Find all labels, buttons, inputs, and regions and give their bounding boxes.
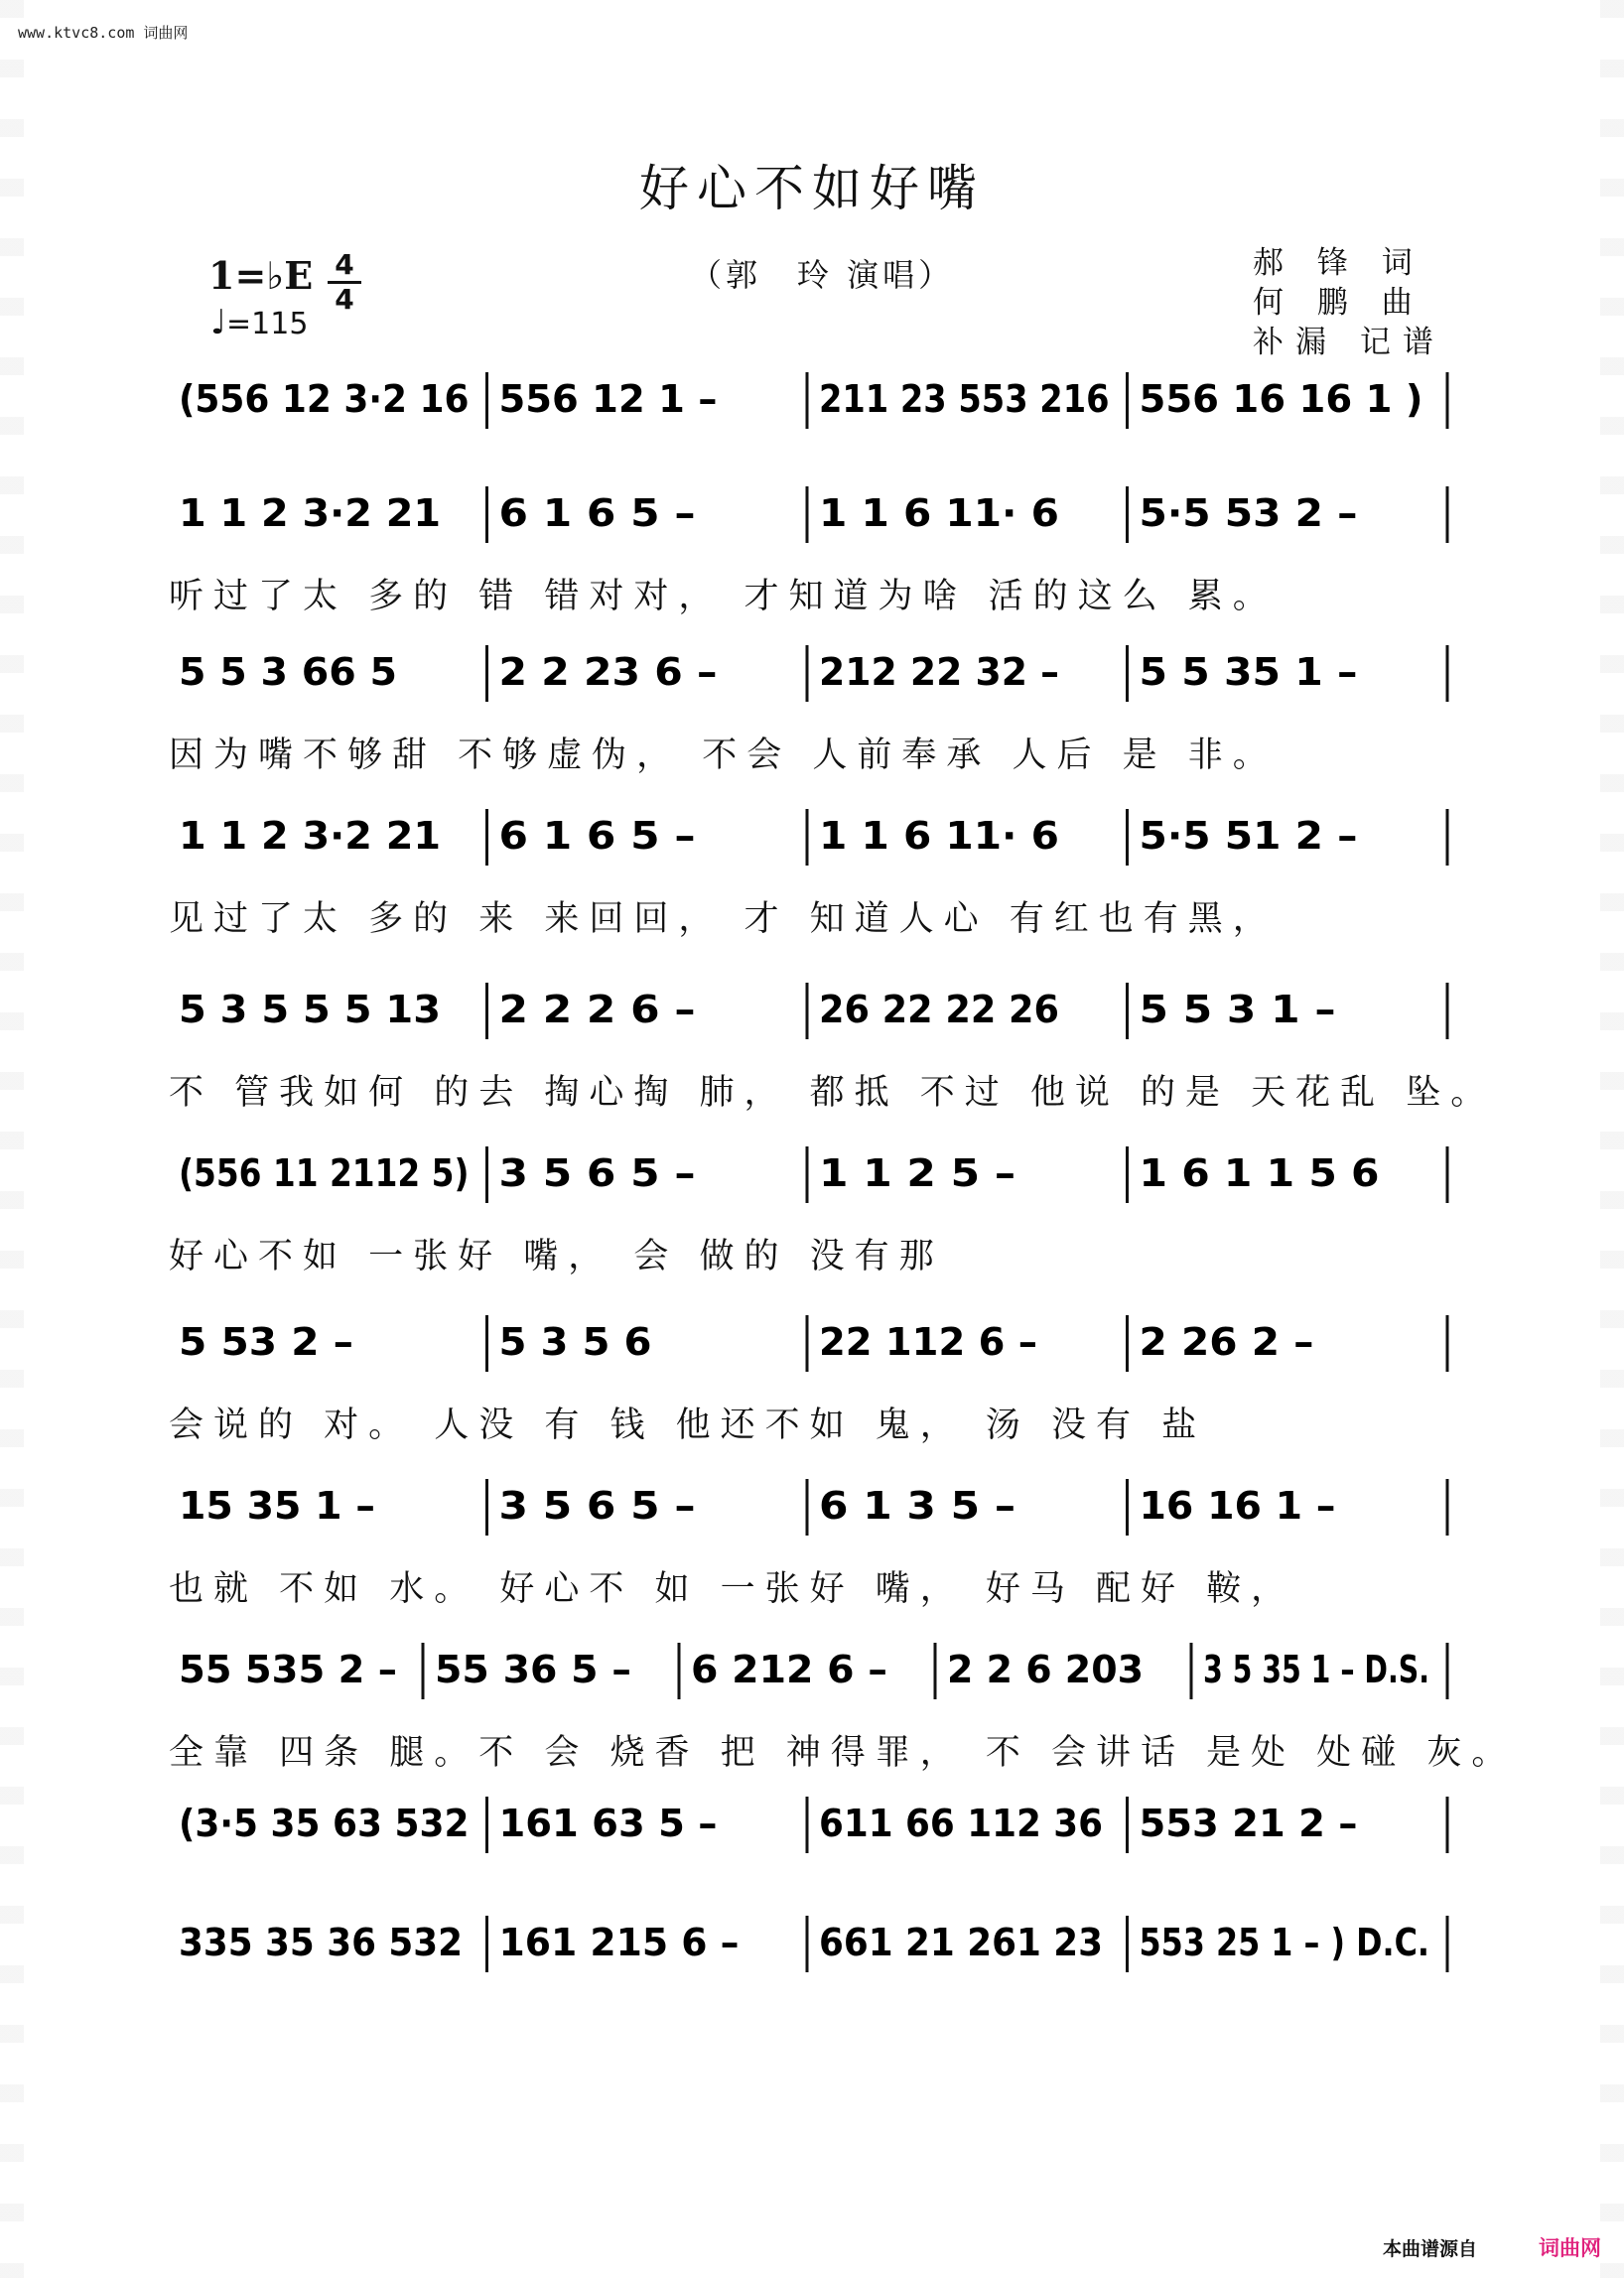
- lyric-line: [169, 1065, 1496, 1115]
- time-signature: [328, 250, 361, 315]
- measure-notes: 3 5 35 1 – D.S.: [1203, 1648, 1429, 1691]
- measure-notes: 6 1 3 5 –: [819, 1484, 1015, 1528]
- tempo-marking: [210, 303, 308, 342]
- measure-notes: 6 1 6 5 –: [498, 491, 696, 535]
- measure-notes: 1 1 2 3·2 21: [179, 814, 441, 858]
- measure-notes: 1 1 6 11· 6: [819, 814, 1059, 858]
- measure-notes: 6 212 6 –: [691, 1648, 887, 1691]
- notation-line: [169, 367, 1459, 447]
- measure-notes: 6 1 6 5 –: [498, 814, 696, 858]
- notation-line: [169, 804, 1459, 883]
- lyric-line: [169, 891, 1459, 941]
- source-url: www.ktvc8.com 词曲网: [18, 24, 189, 42]
- lyric-text: 见过了太 多的 来 来回回， 才 知道人心 有红也有黑，: [169, 899, 1278, 939]
- lyric-text: 全靠 四条 腿。不 会 烧香 把 神得罪， 不 会讲话 是处 处碰 灰。: [169, 1733, 1517, 1773]
- measure-notes: 3 5 6 5 –: [498, 1484, 696, 1528]
- singer-credit: （郭 玲 演唱）: [690, 256, 955, 294]
- measure-notes: 3 5 6 5 –: [498, 1151, 696, 1195]
- lyric-line: [169, 1561, 1459, 1611]
- left-watermark-strip: [0, 0, 24, 2278]
- measure-notes: 556 16 16 1 ): [1139, 377, 1423, 421]
- time-signature-bottom: 4: [335, 283, 354, 316]
- measure-notes: 335 35 36 532: [179, 1921, 463, 1964]
- lyric-line: [169, 1998, 1459, 2048]
- notation-line: [169, 1911, 1459, 1990]
- notation-line: [169, 1474, 1459, 1553]
- measure-notes: 1 1 6 11· 6: [819, 491, 1059, 535]
- measure-notes: 5 3 5 6: [498, 1320, 652, 1364]
- measure-notes: 212 22 32 –: [819, 650, 1059, 694]
- measure-notes: 5·5 53 2 –: [1139, 491, 1358, 535]
- right-watermark-strip: [1600, 0, 1624, 2278]
- notation-line: [169, 1141, 1459, 1221]
- measure-notes: 5 5 35 1 –: [1139, 650, 1358, 694]
- measure-notes: 5 5 3 66 5: [179, 650, 397, 694]
- song-title: 好心不如好嘴: [639, 160, 985, 217]
- measure-notes: 5·5 51 2 –: [1139, 814, 1358, 858]
- notation-line: [169, 1310, 1459, 1390]
- lyric-line: [169, 1229, 1459, 1278]
- measure-notes: 5 5 3 1 –: [1139, 988, 1336, 1031]
- footer-logo: 词曲网: [1539, 2236, 1601, 2260]
- measure-notes: 553 21 2 –: [1139, 1802, 1358, 1845]
- key-signature: 1=♭E: [208, 253, 314, 298]
- author-credits: [1253, 243, 1445, 362]
- lyric-line: [169, 728, 1459, 777]
- measure-notes: 1 1 2 3·2 21: [179, 491, 441, 535]
- notation-line: [169, 1792, 1459, 1871]
- measure-notes: 5 3 5 5 5 13: [179, 988, 441, 1031]
- measure-notes: 1 1 2 5 –: [819, 1151, 1015, 1195]
- lyric-text: 不 管我如何 的去 掏心掏 肺， 都抵 不过 他说 的是 天花乱 坠。: [169, 1073, 1496, 1113]
- measure-notes: 16 16 1 –: [1139, 1484, 1336, 1528]
- lyric-line: [169, 1398, 1459, 1447]
- lyric-line: [169, 1725, 1517, 1775]
- measure-notes: 22 112 6 –: [819, 1320, 1037, 1364]
- lyric-text: 好心不如 一张好 嘴， 会 做的 没有那: [169, 1237, 944, 1276]
- measure-notes: 26 22 22 26: [819, 988, 1059, 1031]
- notation-line: [169, 1638, 1459, 1717]
- measure-notes: 5 53 2 –: [179, 1320, 353, 1364]
- lyric-text: 会说的 对。 人没 有 钱 他还不如 鬼， 汤 没有 盐: [169, 1406, 1207, 1445]
- measure-notes: (556 11 2112 5): [179, 1151, 470, 1195]
- lyric-text: 也就 不如 水。 好心不 如 一张好 嘴， 好马 配好 鞍，: [169, 1569, 1296, 1609]
- lyric-line: [169, 569, 1459, 618]
- transcriber-credit: 补漏 记谱: [1253, 325, 1445, 360]
- lyricist-credit: 郝 锋 词: [1253, 245, 1424, 281]
- notation-line: [169, 640, 1459, 720]
- measure-notes: 15 35 1 –: [179, 1484, 375, 1528]
- measure-notes: 553 25 1 – ) D.C.: [1139, 1921, 1429, 1964]
- measure-notes: 1 6 1 1 5 6: [1139, 1151, 1380, 1195]
- measure-notes: 611 66 112 36: [819, 1802, 1103, 1845]
- time-signature-top: 4: [335, 248, 354, 281]
- lyric-text: 听过了太 多的 错 错对对， 才知道为啥 活的这么 累。: [169, 577, 1278, 616]
- composer-credit: 何 鹏 曲: [1253, 285, 1424, 321]
- quarter-note-icon: ♩: [210, 303, 227, 342]
- measure-notes: 556 12 1 –: [498, 377, 718, 421]
- notation-line: [169, 481, 1459, 561]
- notation-line: [169, 978, 1459, 1057]
- measure-notes: 55 36 5 –: [435, 1648, 631, 1691]
- measure-notes: (556 12 3·2 16: [179, 377, 470, 421]
- measure-notes: 2 2 2 6 –: [498, 988, 696, 1031]
- measure-notes: 2 26 2 –: [1139, 1320, 1314, 1364]
- measure-notes: 161 215 6 –: [498, 1921, 740, 1964]
- measure-notes: 161 63 5 –: [498, 1802, 718, 1845]
- measure-notes: 2 2 6 203: [947, 1648, 1144, 1691]
- lyric-text: 因为嘴不够甜 不够虚伪， 不会 人前奉承 人后 是 非。: [169, 736, 1278, 775]
- measure-notes: 211 23 553 216: [819, 377, 1110, 421]
- measure-notes: 55 535 2 –: [179, 1648, 397, 1691]
- measure-notes: 661 21 261 23: [819, 1921, 1103, 1964]
- footer-source-label: 本曲谱源自: [1383, 2238, 1478, 2260]
- measure-notes: 2 2 23 6 –: [498, 650, 718, 694]
- tempo-value: =115: [226, 307, 309, 341]
- measure-notes: (3·5 35 63 532: [179, 1802, 470, 1845]
